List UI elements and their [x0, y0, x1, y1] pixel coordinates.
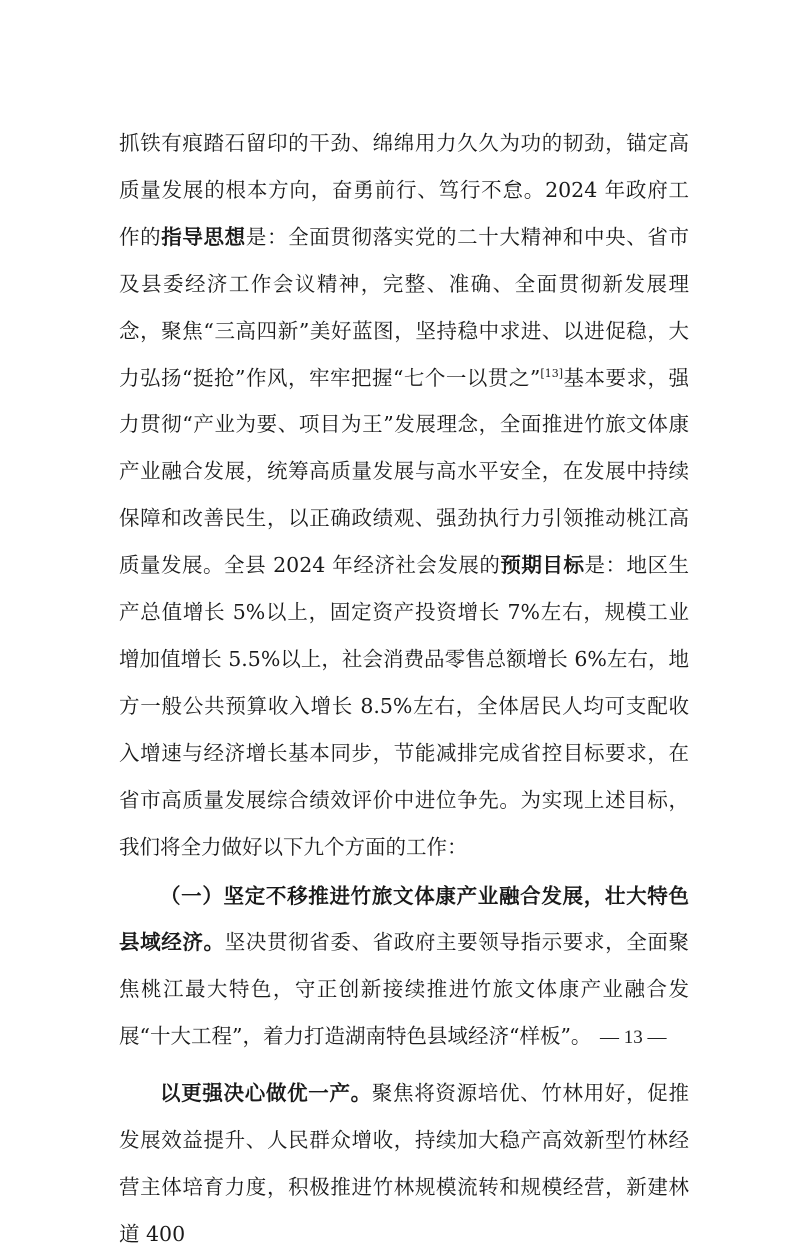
expected-targets-text: 是：地区生产总值增长 5%以上，固定资产投资增长 7%左右，规模工业增加值增长 5.5%以上，社会消费品零售总额增长 6%左右，地方一般公共预算收入增长 8.5%左右，全体居民人均可支配收入增速与经济增长基本同步，节能减排完成省控目标要求，在省市高质量发展综合绩效评价中进位争先。为实现上述目标，我们将全力做好以下九个方面的工作：	[119, 553, 690, 859]
page-number: — 13 —	[600, 1027, 667, 1048]
footnote-reference: [13]	[540, 366, 564, 380]
guiding-thought-text: 是：全面贯彻落实党的二十大精神和中央、省市及县委经济工作会议精神，完整、准确、全面贯彻新发展理念，聚焦“三高四新”美好蓝图，坚持稳中求进、以进促稳，大力弘扬“挺抢”作风，牢牢把握“七个一以贯之”	[119, 224, 690, 390]
section-one-heading: （一）坚定不移推进竹旅文体康产业融合发展，壮大特色县域经济。	[119, 883, 689, 955]
primary-industry-heading: 以更强决心做优一产。	[160, 1081, 372, 1106]
expected-targets-label: 预期目标	[500, 553, 585, 578]
paragraph-intro: 抓铁有痕踏石留印的干劲、绵绵用力久久为功的韧劲，锚定高质量发展的根本方向，奋勇前行、笃行不怠。2024 年政府工作的	[119, 131, 689, 249]
paragraph-primary-industry	[119, 1070, 689, 1258]
guiding-thought-label: 指导思想	[161, 224, 246, 249]
section-one-text: 坚决贯彻省委、省政府主要领导指示要求，全面聚焦桃江最大特色，守正创新接续推进竹旅文体康产业融合发展“十大工程”，着力打造湖南特色县域经济“样板”。	[119, 930, 690, 1049]
primary-industry-text: 聚焦将资源培优、竹林用好，促推发展效益提升、人民群众增收，持续加大稳产高效新型竹林经营主体培育力度，积极推进竹林规模流转和规模经营，新建林道 400	[119, 1081, 689, 1246]
paragraph-guiding-thought	[119, 120, 689, 871]
guiding-thought-text-continued: 基本要求，强力贯彻“产业为要、项目为王”发展理念，全面推进竹旅文体康产业融合发展，统筹高质量发展与高水平安全，在发展中持续保障和改善民生，以正确政绩观、强劲执行力引领推动桃江高质量发展。全县 2024 年经济社会发展的	[119, 365, 690, 578]
body-text	[119, 120, 689, 1258]
